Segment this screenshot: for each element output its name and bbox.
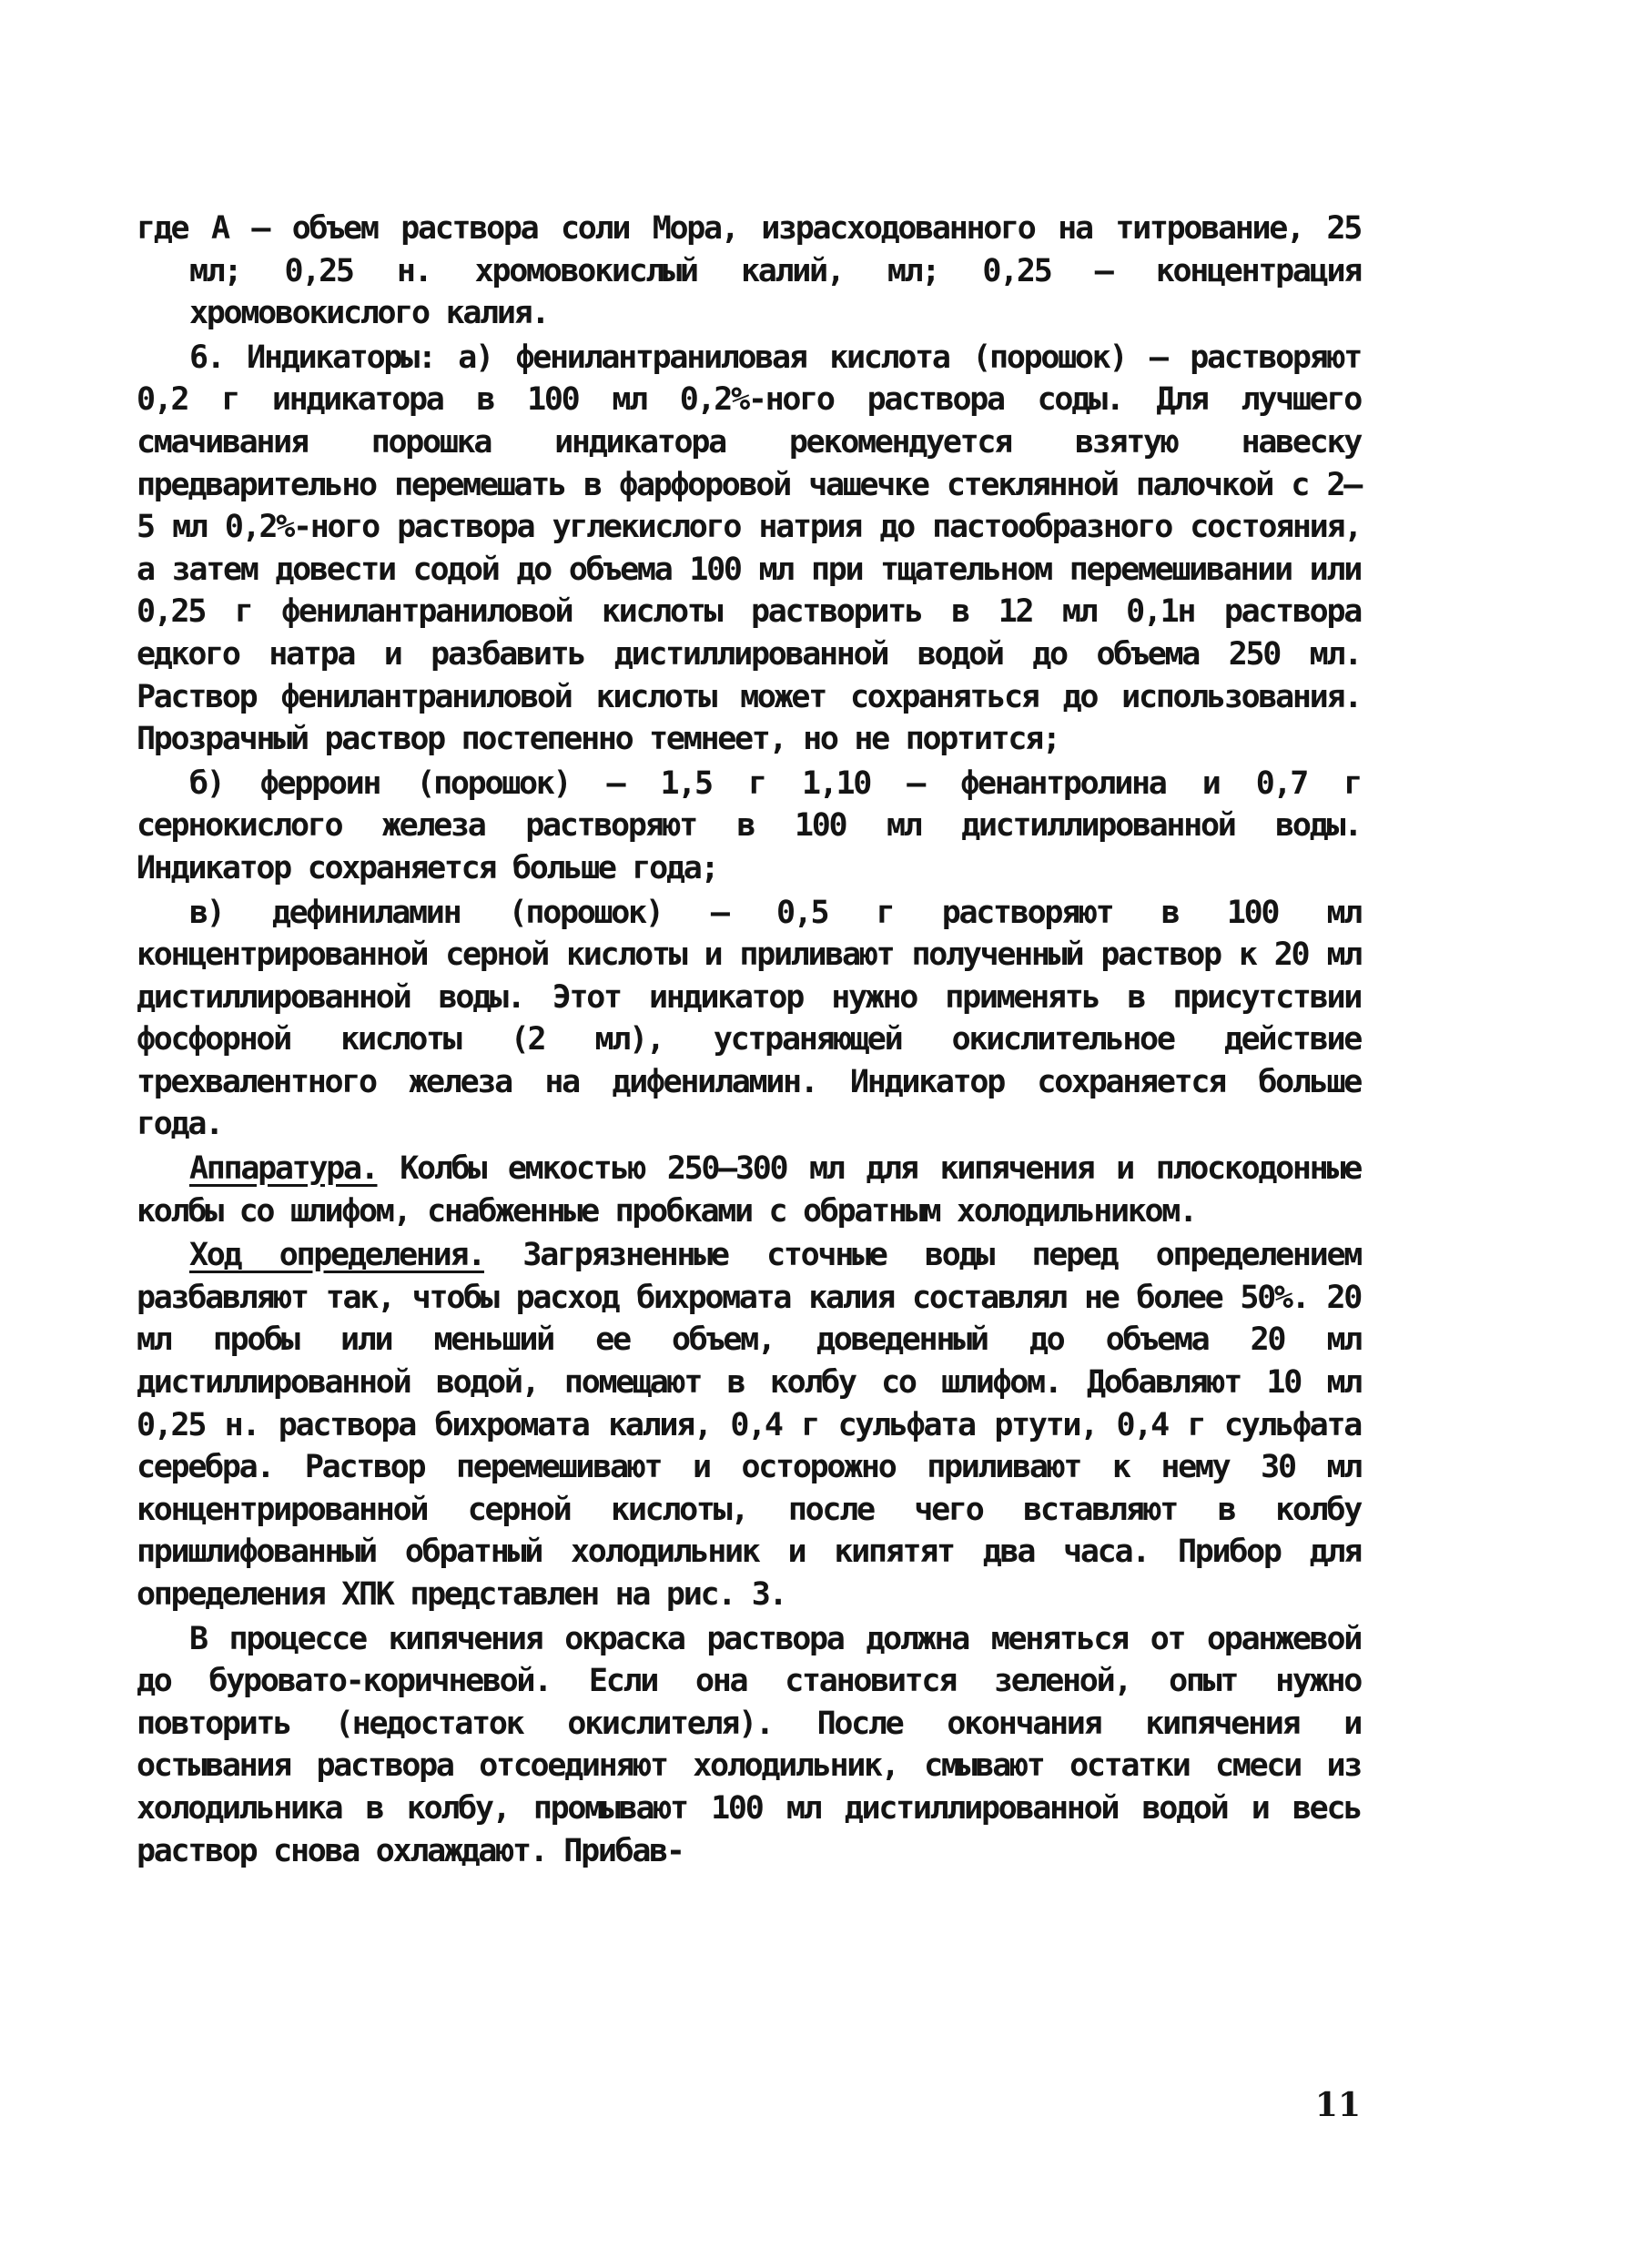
indicator-ferroin-text: б) ферроин (порошок) – 1,5 г 1,10 – фенантролина и 0,7 г сернокислого железа растворяют в 100 мл дистиллированной воды. Индикатор сохраняется больше года;	[137, 764, 1361, 886]
indicator-ferroin-paragraph	[137, 763, 1361, 890]
indicator-diphenylamine-paragraph	[137, 892, 1361, 1147]
apparatus-heading: Аппаратура.	[189, 1150, 378, 1188]
formula-explanation-text: где А – объем раствора соли Мора, израсходованного на титрование, 25 мл; 0,25 н. хромовокислый калий, мл; 0,25 – концентрация хромовокислого калия.	[137, 210, 1361, 332]
procedure-heading: Ход определения.	[189, 1237, 484, 1274]
apparatus-text: Колбы емкостью 250–300 мл для кипячения и плоскодонные колбы со шлифом, снабженные пробками с обратным холодильником.	[137, 1150, 1361, 1230]
procedure-paragraph	[137, 1234, 1361, 1615]
page-number: 11	[1314, 2086, 1361, 2124]
body-text	[137, 208, 1361, 1872]
indicators-intro-text: 6. Индикаторы: а) фенилантраниловая кислота (порошок) – растворяют 0,2 г индикатора в 100 мл 0,2%-ного раствора соды. Для лучшего смачивания порошка индикатора рекомендуется взятую навеску предварительно перемешать в фарфоровой чашечке стеклянной палочкой с 2–5 мл 0,2%-ного раствора углекислого натрия до пастообразного состояния, а затем довести содой до объема 100 мл при тщательном перемешивании или 0,25 г фенилантраниловой кислоты растворить в 12 мл 0,1н раствора едкого натра и разбавить дистиллированной водой до объема 250 мл. Раствор фенилантраниловой кислоты может сохраняться до использования. Прозрачный раствор постепенно темнеет, но не портится;	[137, 339, 1361, 758]
formula-explanation	[137, 208, 1361, 335]
boiling-paragraph	[137, 1618, 1361, 1873]
indicator-diphenylamine-text: в) дефиниламин (порошок) – 0,5 г растворяют в 100 мл концентрированной серной кислоты и приливают полученный раствор к 20 мл дистиллированной воды. Этот индикатор нужно применять в присутствии фосфорной кислоты (2 мл), устраняющей окислительное действие трехвалентного железа на дифениламин. Индикатор сохраняется больше года.	[137, 894, 1361, 1143]
indicators-paragraph	[137, 337, 1361, 761]
boiling-text: В процессе кипячения окраска раствора должна меняться от оранжевой до буровато-коричневой. Если она становится зеленой, опыт нужно повторить (недостаток окислителя). После окончания кипячения и остывания раствора отсоединяют холодильник, смывают остатки смеси из холодильника в колбу, промывают 100 мл дистиллированной водой и весь раствор снова охлаждают. Прибав-	[137, 1620, 1361, 1869]
procedure-text: Загрязненные сточные воды перед определением разбавляют так, чтобы расход бихромата калия составлял не более 50%. 20 мл пробы или меньший ее объем, доведенный до объема 20 мл дистиллированной водой, помещают в колбу со шлифом. Добавляют 10 мл 0,25 н. раствора бихромата калия, 0,4 г сульфата ртути, 0,4 г сульфата серебра. Раствор перемешивают и осторожно приливают к нему 30 мл концентрированной серной кислоты, после чего вставляют в колбу пришлифованный обратный холодильник и кипятят два часа. Прибор для определения ХПК представлен на рис. 3.	[137, 1237, 1361, 1613]
apparatus-paragraph	[137, 1148, 1361, 1232]
